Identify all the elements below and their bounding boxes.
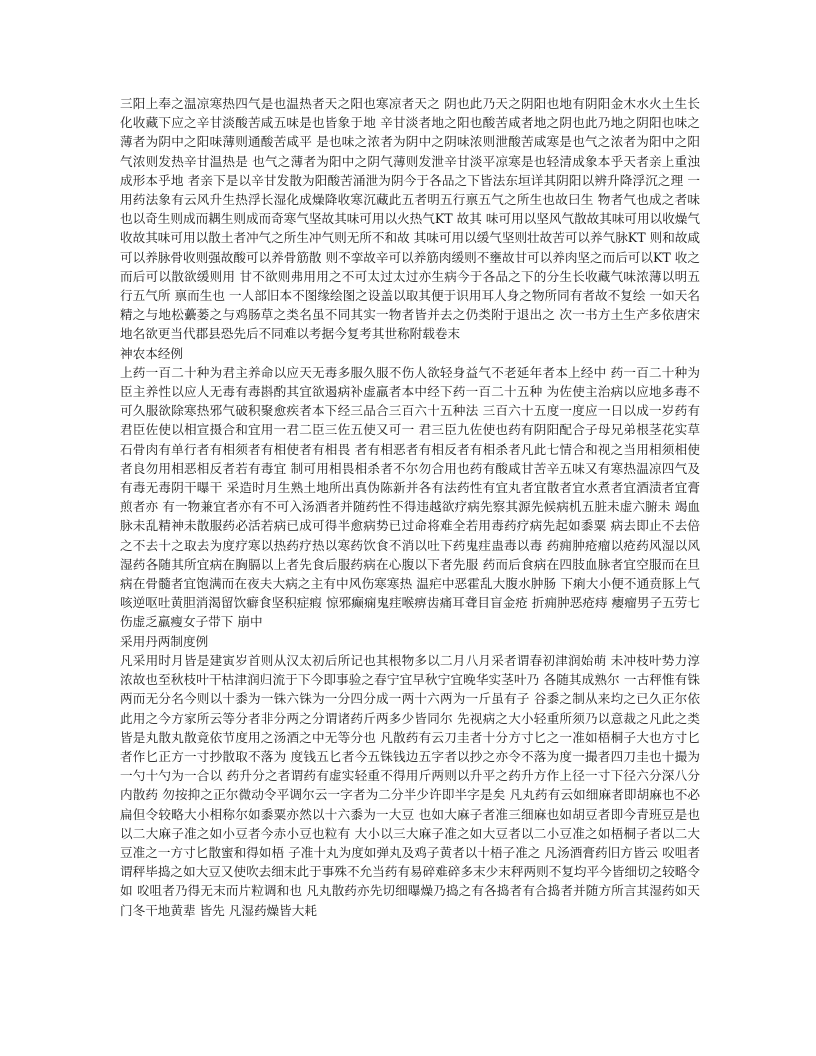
paragraph-preparation: 凡采用时月皆是建寅岁首则从汉太初后所记也其根物多以二月八月采者谓春初津润始萌 未冲枝叶势力淳浓故也至秋枝叶干枯津润归流于下今即事验之春宁宜早秋宁宜晚华实茎叶乃 各随其成熟尔 一古秤惟有铢两而无分名今则以十黍为一铢六铢为一分四分成一两十六两为一斤虽有子 谷黍之制从来均之已久正尔依此用之今方家所云等分者非分两之分谓诸药斤两多少皆同尔 先视病之大小轻重所须乃以意裁之凡此之类皆是丸散丸散竟依节度用之汤酒之中无等分也 凡散药有云刀圭者十分方寸匕之一准如梧桐子大也方寸匕者作匕正方一寸抄散取不落为 度钱五匕者今五铢钱边五字者以抄之亦令不落为度一撮者四刀圭也十撮为一勺十勺为一合以 药升分之者谓药有虚实轻重不得用斤两则以升平之药升方作上径一寸下径六分深八分内散药 勿按抑之正尔微动令平调尔云一字者为二分半少许即半字是矣 凡丸药有云如细麻者即胡麻也不必扁但令较略大小相称尔如黍粟亦然以十六黍为一大豆 也如大麻子者准三细麻也如胡豆者即今青班豆是也以二大麻子准之如小豆者今赤小豆也粒有 大小以三大麻子准之如大豆者以二小豆准之如梧桐子者以二大豆准之一方寸匕散蜜和得如梧 子准十丸为度如弹丸及鸡子黄者以十梧子准之 凡汤酒膏药旧方皆云 㕮咀者谓秤毕捣之如大豆又使吹去细末此于事殊不允当药有易碎难碎多末少末秤两则不复均平今皆细切之较略令如 㕮咀者乃得无末而片粒调和也 凡丸散药亦先切细曝燥乃捣之有各捣者有合捣者并随方所言其湿药如天门冬干地黄辈 皆先 凡湿药燥皆大耗 xyxy=(120,652,700,918)
paragraph-shennong: 上药一百二十种为君主养命以应天无毒多服久服不伤人欲轻身益气不老延年者本上经中 药一百二十种为臣主养性以应人无毒有毒斟酌其宜欲遏病补虚羸者本中经下药一百二十五种 为佐使主治病以应地多毒不可久服欲除寒热邪气破积聚愈疾者本下经三品合三百六十五种法 三百六十五度一度应一日以成一岁药有君臣佐使以相宣摄合和宜用一君二臣三佐五使又可一 君三臣九佐使也药有阴阳配合子母兄弟根茎花实草石骨肉有单行者有相须者有相使者有相畏 者有相恶者有相反者有相杀者凡此七情合和视之当用相须相使者良勿用相恶相反者若有毒宜 制可用相畏相杀者不尔勿合用也药有酸咸甘苦辛五味又有寒热温凉四气及有毒无毒阴干曝干 采造时月生熟土地所出真伪陈新并各有法药性有宜丸者宜散者宜水煮者宜酒渍者宜膏煎者亦 有一物兼宜者亦有不可入汤酒者并随药性不得违越欲疗病先察其源先候病机五脏未虚六腑未 竭血脉未乱精神未散服药必活若病已成可得半愈病势已过命将难全若用毒药疗病先起如黍粟 病去即止不去倍之不去十之取去为度疗寒以热药疗热以寒药饮食不消以吐下药鬼疰蛊毒以毒 药痈肿疮瘤以疮药风湿以风湿药各随其所宜病在胸膈以上者先食后服药病在心腹以下者先服 药而后食病在四肢血脉者宜空服而在旦病在骨髓者宜饱满而在夜夫大病之主有中风伤寒寒热 温疟中恶霍乱大腹水肿肠 下痢大小便不通贲豚上气咳逆呕吐黄胆消渴留饮癖食坚积症瘕 惊邪癫痫鬼疰喉痹齿痛耳聋目盲金疮 折痈肿恶疮痔 瘿瘤男子五劳七伤虚乏羸瘦女子带下 崩中 xyxy=(120,364,700,630)
section-heading-preparation: 采用丹两制度例 xyxy=(120,633,209,649)
section-heading-shennong: 神农本经例 xyxy=(120,345,183,361)
paragraph-intro: 三阳上奉之温凉寒热四气是也温热者天之阳也寒凉者天之 阴也此乃天之阴阳也地有阴阳金木水火土生长化收藏下应之辛甘淡酸苦咸五味是也皆象于地 辛甘淡者地之阳也酸苦咸者地之阴也此乃地之阴阳也味之薄者为阴中之阳味薄则通酸苦咸平 是也味之浓者为阴中之阴味浓则泄酸苦咸寒是也气之浓者为阳中之阳气浓则发热辛甘温热是 也气之薄者为阳中之阴气薄则发泄辛甘淡平凉寒是也轻清成象本乎天者亲上重浊成形本乎地 者亲下是以辛甘发散为阳酸苦涌泄为阴今于各品之下皆法东垣详其阴阳以辨升降浮沉之理 一用药法象有云风升生热浮长湿化成燥降收寒沉藏此五者明五行禀五气之所生也故曰生 物者气也成之者味也以奇生则成而耦生则成而奇寒气坚故其味可用以火热气KT 故其 味可用以坚风气散故其味可用以收燥气收故其味可用以散土者冲气之所生冲气则无所不和故 其味可用以缓气坚则壮故苦可以养气脉KT 则和故咸可以养脉骨收则强故酸可以养骨筋散 则不挛故辛可以养筋肉缓则不壅故甘可以养肉坚之而后可以KT 收之而后可以散欲缓则用 甘不欲则弗用用之不可太过太过亦生病今于各品之下的分生长收藏气味浓薄以明五行五气所 禀而生也 一人部旧本不图缘绘图之设盖以取其便于识用耳人身之物所同有者故不复绘 一如天名精之与地松虆蒌之与鸡肠草之类名虽不同其实一物者皆并去之仍类附于退出之 次一书方土生产多依唐宋地名欲更当代郡县恐先后不同难以考据今复考其世称附载卷末 xyxy=(120,96,700,342)
document-page xyxy=(120,94,700,920)
